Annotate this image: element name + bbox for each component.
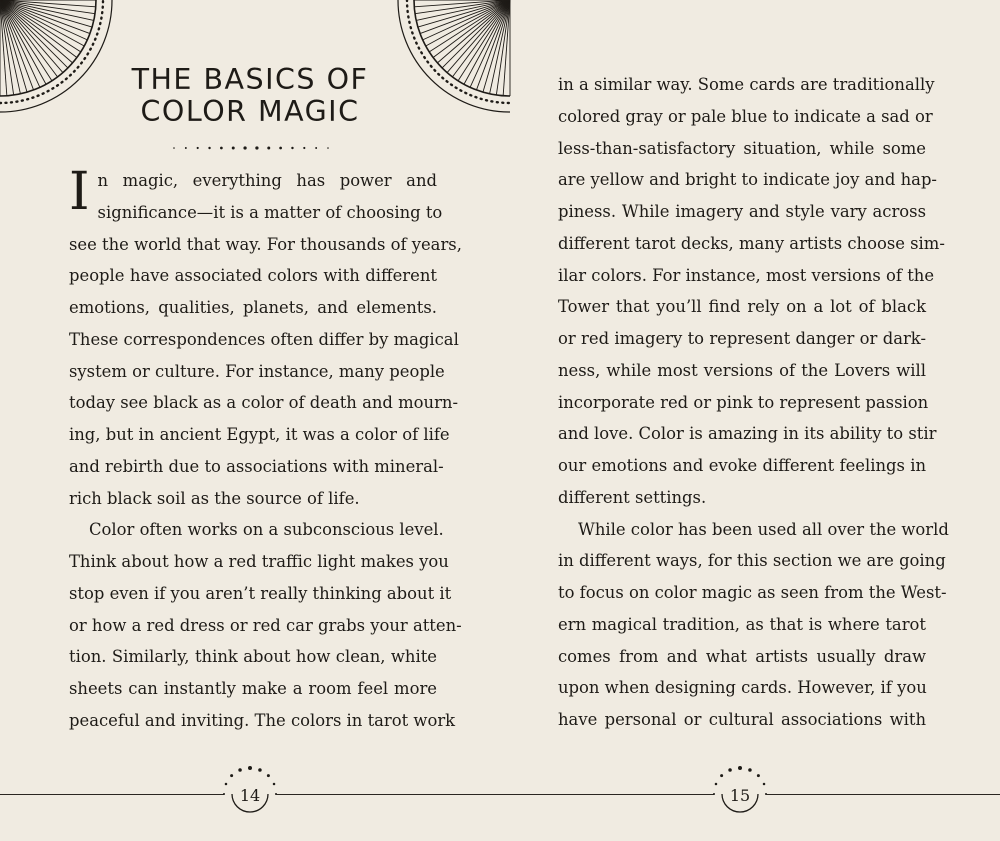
text-line: Tower that you’ll find rely on a lot of black bbox=[558, 297, 926, 317]
sunburst-ornament-top-right bbox=[392, 0, 522, 120]
chapter-title bbox=[95, 64, 405, 128]
text-line: These correspondences often differ by magical bbox=[69, 329, 459, 349]
page-number-left: 14 bbox=[239, 786, 261, 805]
text-line: comes from and what artists usually draw bbox=[558, 646, 926, 666]
paragraph bbox=[558, 514, 949, 736]
paragraph bbox=[69, 162, 462, 514]
text-line: or how a red dress or red car grabs your atten- bbox=[69, 615, 462, 635]
text-line: rich black soil as the source of life. bbox=[69, 488, 360, 508]
chapter-title-line-2: COLOR MAGIC bbox=[140, 95, 360, 128]
text-line: n magic, everything has power and bbox=[97, 171, 437, 190]
text-line: peaceful and inviting. The colors in tarot work bbox=[69, 710, 456, 730]
drop-cap: I bbox=[69, 162, 90, 222]
text-line: sheets can instantly make a room feel more bbox=[69, 679, 437, 698]
right-page-body bbox=[558, 69, 949, 736]
text-line: piness. While imagery and style vary across bbox=[558, 202, 926, 221]
text-line: tion. Similarly, think about how clean, white bbox=[69, 647, 437, 667]
text-line: different settings. bbox=[558, 487, 707, 507]
text-line: today see black as a color of death and mourn- bbox=[69, 393, 459, 413]
text-line: and love. Color is amazing in its ability to stir bbox=[558, 424, 937, 444]
text-line: significance—it is a matter of choosing to bbox=[97, 202, 443, 222]
text-line: and rebirth due to associations with mineral- bbox=[69, 456, 444, 476]
paragraph bbox=[558, 69, 945, 514]
text-line: our emotions and evoke different feelings in bbox=[558, 456, 926, 475]
footer-rule-left-2 bbox=[276, 794, 500, 795]
text-line: in a similar way. Some cards are traditionally bbox=[558, 75, 935, 94]
text-line: ern magical tradition, as that is where tarot bbox=[558, 614, 926, 634]
paragraph bbox=[69, 514, 462, 736]
text-line: to focus on color magic as seen from the West- bbox=[558, 583, 947, 602]
footer-rule-right bbox=[500, 794, 714, 795]
text-line: have personal or cultural associations with bbox=[558, 710, 926, 729]
text-line: different tarot decks, many artists choose sim- bbox=[558, 233, 945, 253]
text-line: ilar colors. For instance, most versions of the bbox=[558, 265, 935, 285]
text-line: incorporate red or pink to represent passion bbox=[558, 392, 929, 412]
text-line: less-than-satisfactory situation, while some bbox=[558, 138, 926, 158]
text-line: Think about how a red traffic light makes you bbox=[69, 552, 449, 571]
dotted-divider bbox=[170, 144, 332, 152]
text-line: system or culture. For instance, many people bbox=[69, 361, 445, 381]
text-line: or red imagery to represent danger or dark- bbox=[558, 329, 926, 348]
text-line: ness, while most versions of the Lovers will bbox=[558, 360, 926, 380]
text-line: in different ways, for this section we are going bbox=[558, 551, 946, 571]
text-line: Color often works on a subconscious level. bbox=[89, 520, 444, 540]
text-line: people have associated colors with different bbox=[69, 266, 437, 286]
footer-rule-left bbox=[0, 794, 224, 795]
right-page bbox=[500, 0, 1000, 841]
text-line: colored gray or pale blue to indicate a sad or bbox=[558, 106, 933, 126]
page-number-right: 15 bbox=[729, 786, 751, 805]
text-line: While color has been used all over the world bbox=[578, 519, 949, 539]
text-line: see the world that way. For thousands of years, bbox=[69, 234, 462, 254]
footer-rule-right-2 bbox=[766, 794, 1000, 795]
text-line: upon when designing cards. However, if you bbox=[558, 678, 927, 698]
text-line: stop even if you aren’t really thinking about it bbox=[69, 583, 452, 603]
left-page-body bbox=[69, 162, 462, 737]
text-line: emotions, qualities, planets, and elements. bbox=[69, 298, 437, 317]
text-line: ing, but in ancient Egypt, it was a color of life bbox=[69, 425, 450, 444]
text-line: are yellow and bright to indicate joy and hap- bbox=[558, 170, 937, 190]
chapter-title-line-1: THE BASICS OF bbox=[131, 63, 369, 96]
